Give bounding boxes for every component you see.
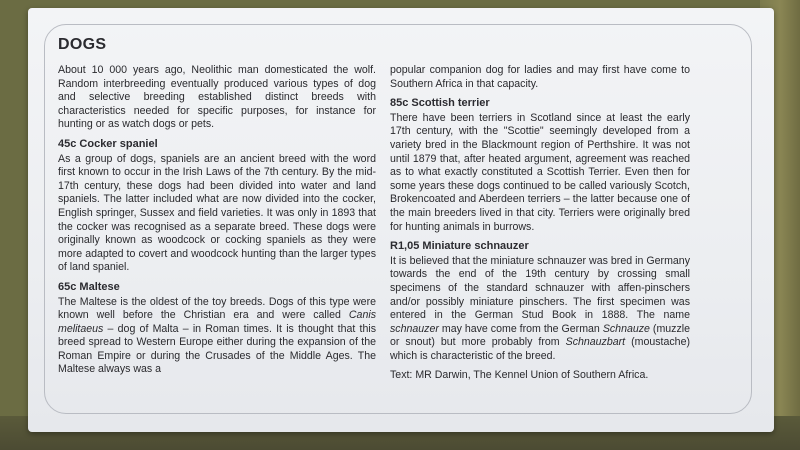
heading-scottish-terrier: 85c Scottish terrier <box>390 97 490 110</box>
schnauzer-italic-3: Schnauzbart <box>565 336 626 349</box>
schnauzer-text-3: (muzzle or snout) but more probably from <box>390 322 690 349</box>
body-maltese <box>58 296 376 378</box>
text-columns <box>58 64 758 389</box>
body-miniature-schnauzer <box>390 255 690 364</box>
text-credit: Text: MR Darwin, The Kennel Union of Southern Africa. <box>390 369 649 382</box>
body-scottish-terrier: There have been terriers in Scotland since at least the early 17th century, with the "Scottie" seemingly developed from a variety bred in the Blackmount region of Perthshire. It was not until 1879 that, after heated argument, agreement was reached as to what exactly constituted a Scottish Terrier. Even then for some years these dogs continued to be called variously Scotch, Brokencoated and Aberdeen terriers – the latter because one of the main breeders lived in that city. Terriers were originally bred for hunting animals in burrows. <box>390 111 690 233</box>
intro-paragraph: About 10 000 years ago, Neolithic man domesticated the wolf. Random interbreeding eventually produced various types of dog and selective breeding established distinct breeds with characteristics needed for specific purposes, for instance for hunting or as watch dogs or pets. <box>58 64 376 131</box>
page-title: DOGS <box>58 36 107 53</box>
maltese-italic-1: Canis melitaeus <box>58 309 376 335</box>
heading-cocker-spaniel: 45c Cocker spaniel <box>58 137 158 150</box>
right-column <box>390 64 690 389</box>
schnauzer-italic-2: Schnauze <box>602 322 650 335</box>
schnauzer-text-4: (moustache) which is characteristic of the breed. <box>390 336 690 362</box>
schnauzer-text-1: It is believed that the miniature schnauzer was bred in Germany towards the end of the 19th century by crossing small specimens of the standard schnauzer with affen-pinschers and/or possibly miniature pinschers. The first specimen was entered in the German Stud Book in 1888. The name <box>390 254 690 322</box>
sheet-content <box>58 36 758 389</box>
maltese-continuation: popular companion dog for ladies and may first have come to Southern Africa in that capacity. <box>390 64 690 90</box>
maltese-text-2: – dog of Malta – in Roman times. It is thought that this breed spread to Western Europe either during the expansion of the Roman Empire or during the Crusades of the Middle Ages. The Maltese always was a <box>58 322 376 376</box>
heading-maltese: 65c Maltese <box>58 280 120 293</box>
heading-miniature-schnauzer: R1,05 Miniature schnauzer <box>390 240 529 253</box>
schnauzer-text-2: may have come from the German <box>438 322 603 335</box>
body-cocker-spaniel: As a group of dogs, spaniels are an ancient breed with the word first known to occur in the Irish Laws of the 7th century. By the mid-17th century, these dogs had been divided into water and land spaniels. The latter included what are now divided into the cocker, English springer, Sussex and field varieties. It was only in 1893 that the cocker was recognised as a separate breed. These dogs were originally known as woodcock or cocking spaniels as they were more adapted to covert and woodcock hunting than the larger types of land spaniel. <box>58 152 376 274</box>
maltese-text-1: The Maltese is the oldest of the toy breeds. Dogs of this type were known well before the Christian era and were called <box>58 295 376 322</box>
schnauzer-italic-1: schnauzer <box>390 322 439 335</box>
left-column <box>58 64 376 389</box>
